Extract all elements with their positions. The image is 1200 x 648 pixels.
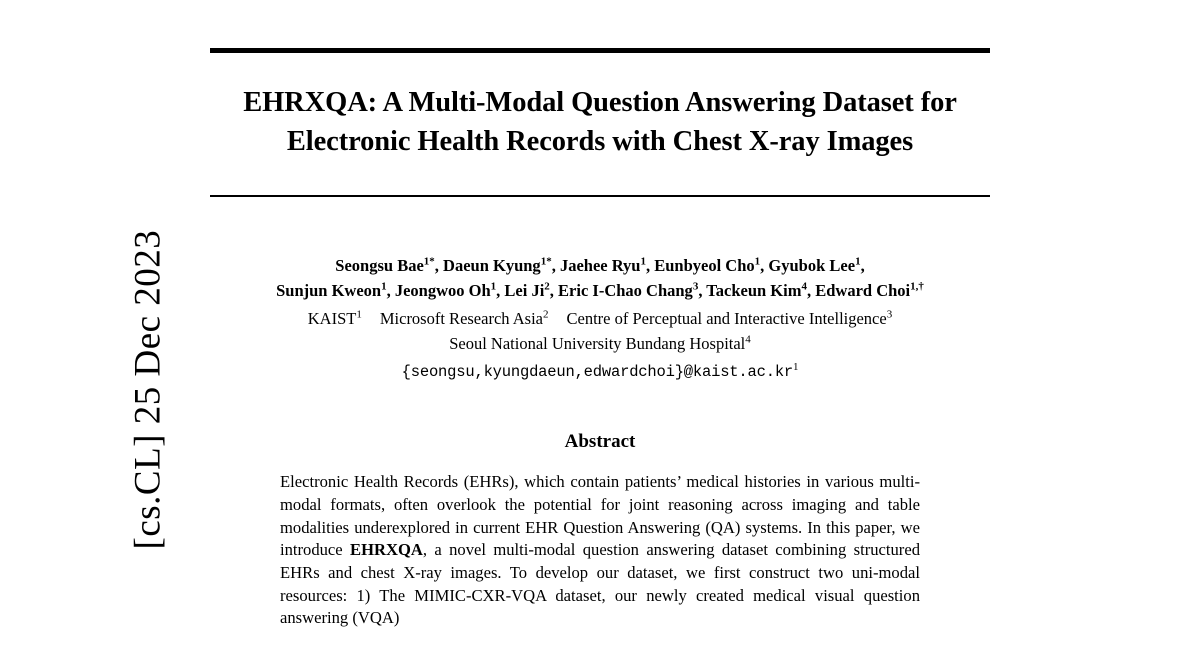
paper-page xyxy=(210,0,990,648)
affiliation-list xyxy=(210,306,990,356)
author-affiliation-marker: 1,† xyxy=(910,280,924,293)
affiliation-row-2 xyxy=(210,331,990,356)
affiliation-name: Microsoft Research Asia xyxy=(379,309,543,329)
author-name: Jaehee Ryu xyxy=(559,256,641,276)
author-affiliation-marker: 1 xyxy=(754,255,761,268)
author-affiliation-marker: 1 xyxy=(381,280,387,293)
author-affiliation-marker: 2 xyxy=(544,280,550,293)
author-row-1: Seongsu Bae$^{1*}$, Daeun Kyung$^{1*}$, Jaehee Ryu$^1$, Eunbyeol Cho$^1$, Gyubok Lee$^1$, xyxy=(335,255,865,276)
author-name: Seongsu Bae xyxy=(335,256,424,276)
abstract-heading: Abstract xyxy=(564,431,636,453)
title-bottom-rule xyxy=(210,195,990,197)
affiliation-name: Centre of Perceptual and Interactive Intelligence xyxy=(566,309,887,329)
affiliation-marker: 1 xyxy=(356,308,362,321)
affiliation-marker: 3 xyxy=(886,308,893,321)
author-name: Sunjun Kweon xyxy=(276,281,382,301)
author-name: Jeongwoo Oh xyxy=(394,281,491,301)
author-affiliation-marker: 3 xyxy=(692,280,699,293)
author-name: Eunbyeol Cho xyxy=(654,256,755,276)
author-affiliation-marker: 4 xyxy=(801,280,807,293)
abstract-text xyxy=(280,471,920,629)
author-affiliation-marker: 1* xyxy=(423,255,435,268)
author-affiliation-marker: 1 xyxy=(640,255,646,268)
author-affiliation-marker: 1* xyxy=(540,255,552,268)
author-name: Daeun Kyung xyxy=(443,256,541,276)
affiliation-name: KAIST xyxy=(307,309,357,329)
abstract-emphasis: EHRXQA xyxy=(350,540,423,560)
arxiv-identifier-stamp: [cs.CL] 25 Dec 2023 xyxy=(127,229,169,550)
author-name: Edward Choi xyxy=(815,281,911,301)
author-name: Eric I-Chao Chang xyxy=(558,281,693,301)
author-name: Lei Ji xyxy=(504,281,545,301)
abstract-run: Electronic Health Records (EHRs), which contain patients’ medical histories in various multi-modal formats, often overlook the potential for joint reasoning across imaging and table modalities underexplored in current EHR Question Answering (QA) systems. In this paper, we introduce xyxy=(280,472,920,560)
author-list xyxy=(210,253,990,303)
affiliation-row-1 xyxy=(210,306,990,331)
title-top-rule xyxy=(210,48,990,53)
affiliation-name: Seoul National University Bundang Hospital xyxy=(449,334,746,354)
author-name: Gyubok Lee xyxy=(768,256,856,276)
contact-email[interactable] xyxy=(210,363,990,381)
abstract-run: , a novel multi-modal question answering dataset combining structured EHRs and chest X-ray images. To develop our dataset, we first construct two uni-modal resources: 1) The MIMIC-CXR-VQA dataset, our newly created medical visual question answering (VQA) xyxy=(280,540,920,628)
affiliation-marker: 4 xyxy=(745,333,751,346)
author-affiliation-marker: 1 xyxy=(855,255,861,268)
author-name: Tackeun Kim xyxy=(706,281,802,301)
page-title: EHRXQA: A Multi-Modal Question Answering Dataset for Electronic Health Records with Chest X-ray Images xyxy=(243,87,957,158)
email-text: {seongsu,kyungdaeun,edwardchoi}@kaist.ac.kr xyxy=(401,363,794,382)
affiliation-marker: 2 xyxy=(542,308,549,321)
author-row-2: Sunjun Kweon$^1$, Jeongwoo Oh$^1$, Lei Ji$^2$, Eric I-Chao Chang$^3$, Tackeun Kim$^4$, Edward Choi$^{1,\dagger}$ xyxy=(276,280,924,301)
author-affiliation-marker: 1 xyxy=(490,280,497,293)
email-affiliation-marker: 1 xyxy=(793,361,799,374)
